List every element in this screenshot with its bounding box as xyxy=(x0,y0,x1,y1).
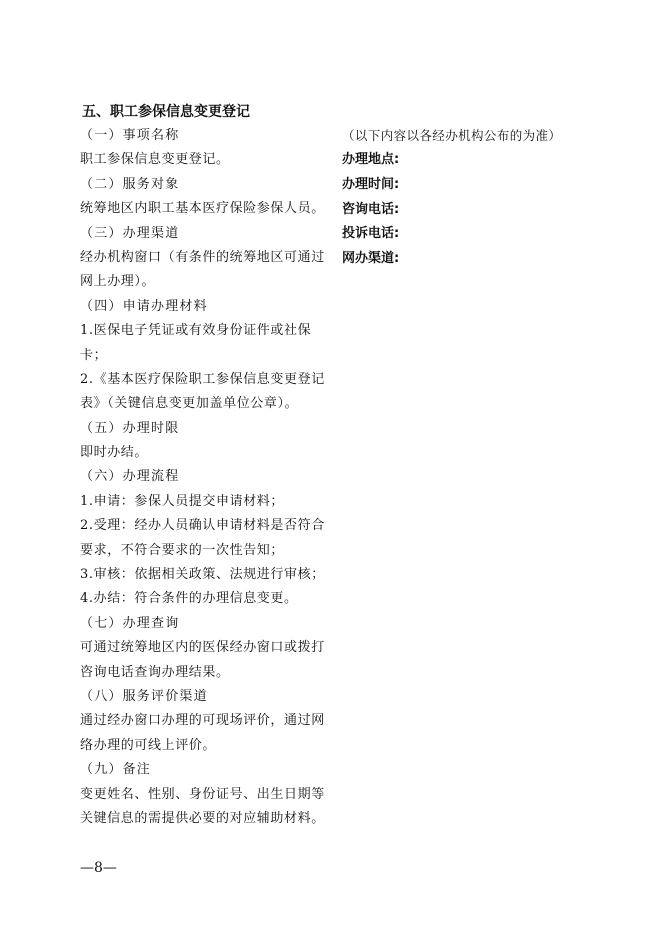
body-text-line: 通过经办窗口办理的可现场评价，通过网 xyxy=(80,713,325,729)
subsection-heading: （一）事项名称 xyxy=(80,128,180,143)
subsection-heading: （三）办理渠道 xyxy=(80,225,180,241)
body-text-line: 关键信息的需提供必要的对应辅助材料。 xyxy=(80,810,325,826)
body-text-line: 网上办理）。 xyxy=(80,274,156,290)
body-text-line: 可通过统筹地区内的医保经办窗口或拨打 xyxy=(80,640,325,656)
body-text-line: 2.受理：经办人员确认申请材料是否符合 xyxy=(80,518,325,534)
body-text-line: 统筹地区内职工基本医疗保险参保人员。 xyxy=(80,201,325,217)
field-online-channel: 网办渠道: xyxy=(342,250,400,266)
body-text-line: 卡； xyxy=(80,347,108,363)
left-column xyxy=(80,124,324,831)
field-location: 办理地点: xyxy=(342,152,400,168)
body-text-line: 职工参保信息变更登记。 xyxy=(80,152,230,168)
body-text-line: 3.审核：依据相关政策、法规进行审核； xyxy=(80,567,325,583)
body-text-line: 变更姓名、性别、身份证号、出生日期等 xyxy=(80,786,325,802)
subsection-heading: （四）申请办理材料 xyxy=(80,298,208,314)
body-text-line: 络办理的可线上评价。 xyxy=(80,737,217,753)
body-text-line: 1.申请：参保人员提交申请材料； xyxy=(80,493,285,509)
subsection-heading: （五）办理时限 xyxy=(80,420,180,436)
subsection-heading: （九）备注 xyxy=(80,762,152,778)
right-note: （以下内容以各经办机构公布的为准） xyxy=(342,128,562,143)
field-complaint-phone: 投诉电话: xyxy=(342,226,400,242)
body-text-line: 表》（关键信息变更加盖单位公章）。 xyxy=(80,396,299,412)
body-text-line: 经办机构窗口（有条件的统筹地区可通过 xyxy=(80,249,325,265)
body-text-line: 即时办结。 xyxy=(80,445,149,461)
body-text-line: 1.医保电子凭证或有效身份证件或社保 xyxy=(80,323,312,339)
field-hours: 办理时间: xyxy=(342,176,400,192)
body-text-line: 要求，不符合要求的一次性告知； xyxy=(80,542,285,558)
body-text-line: 2.《基本医疗保险职工参保信息变更登记 xyxy=(80,371,325,387)
body-text-line: 4.办结：符合条件的办理信息变更。 xyxy=(80,591,298,607)
subsection-heading: （八）服务评价渠道 xyxy=(80,688,208,704)
section-title: 五、职工参保信息变更登记 xyxy=(82,104,250,120)
right-column xyxy=(342,124,582,271)
field-inquiry-phone: 咨询电话: xyxy=(342,201,400,217)
body-text-line: 咨询电话查询办理结果。 xyxy=(80,664,230,680)
page-number: —8— xyxy=(80,860,117,876)
subsection-heading: （六）办理流程 xyxy=(80,469,180,485)
subsection-heading: （七）办理查询 xyxy=(80,615,180,631)
subsection-heading: （二）服务对象 xyxy=(80,176,180,192)
